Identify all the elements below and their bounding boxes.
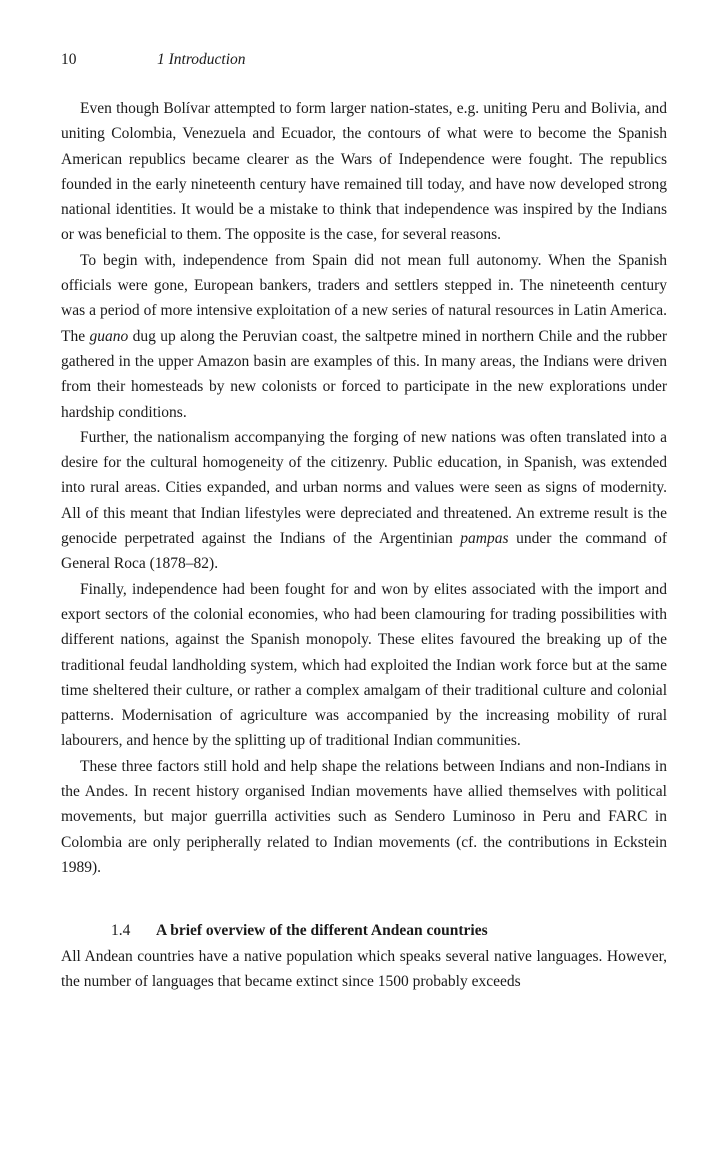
paragraph-list: [61, 96, 667, 880]
paragraph: [61, 944, 667, 995]
section-title: A brief overview of the different Andean countries: [156, 922, 488, 940]
italic-term: guano: [89, 327, 129, 345]
paragraph: [61, 96, 667, 248]
paragraph-text: Further, the nationalism accompanying the forging of new nations was often translated into a desire for the cultural homogeneity of the citizenry. Public education, in Spanish, was extended into rural areas. Cities expanded, and urban norms and values were seen as signs of modernity. All of this meant that Indian lifestyles were depreciated and threatened. An extreme result is the genocide perpetrated against the Indians of the Argentinian: [61, 428, 667, 548]
paragraph-text: dug up along the Peruvian coast, the saltpetre mined in northern Chile and the rubber gathered in the upper Amazon basin are examples of this. In many areas, the Indians were driven from their homesteads by new colonists or forced to participate in the new explorations under hardship conditions.: [61, 327, 667, 421]
section-heading: [61, 918, 667, 943]
section-paragraph-list: [61, 944, 667, 995]
paragraph-text: To begin with, independence from Spain did not mean full autonomy. When the Spanish officials were gone, European bankers, traders and settlers stepped in. The nineteenth century was a period of more intensive exploitation of a new series of natural resources in Latin America. The: [61, 251, 667, 345]
italic-term: pampas: [460, 530, 509, 548]
section-number: 1.4: [111, 922, 131, 940]
paragraph: [61, 425, 667, 577]
chapter-title: 1 Introduction: [157, 51, 246, 68]
body-text: [61, 96, 667, 994]
paragraph-text: Even though Bolívar attempted to form larger nation-states, e.g. uniting Peru and Bolivia, and uniting Colombia, Venezuela and Ecuador, the contours of what were to become the Spanish American republics became clearer as the Wars of Independence were fought. The republics founded in the early nineteenth century have remained till today, and have now developed strong national identities. It would be a mistake to think that independence was inspired by the Indians or was beneficial to them. The opposite is the case, for several reasons.: [61, 100, 667, 244]
paragraph-text: Finally, independence had been fought for and won by elites associated with the import and export sectors of the colonial economies, who had been clamouring for trading possibilities with different nations, against the Spanish monopoly. These elites favoured the breaking up of the traditional feudal landholding system, which had exploited the Indian work force but at the same time sheltered their culture, or rather a complex amalgam of their traditional culture and colonial patterns. Modernisation of agriculture was accompanied by the increasing mobility of rural labourers, and hence by the splitting up of traditional Indian communities.: [61, 580, 667, 750]
paragraph-text: These three factors still hold and help shape the relations between Indians and non-Indians in the Andes. In recent history organised Indian movements have allied themselves with political movements, but major guerrilla activities such as Sendero Luminoso in Peru and FARC in Colombia are only peripherally related to Indian movements (cf. the contributions in Eckstein 1989).: [61, 757, 667, 876]
paragraph: [61, 248, 667, 425]
paragraph-text: under the command of General Roca (1878–82).: [61, 530, 668, 573]
page-number: 10: [61, 51, 77, 68]
paragraph: [61, 754, 667, 880]
paragraph: [61, 577, 667, 754]
paragraph-text: All Andean countries have a native population which speaks several native languages. However, the number of languages that became extinct since 1500 probably exceeds: [61, 947, 667, 990]
